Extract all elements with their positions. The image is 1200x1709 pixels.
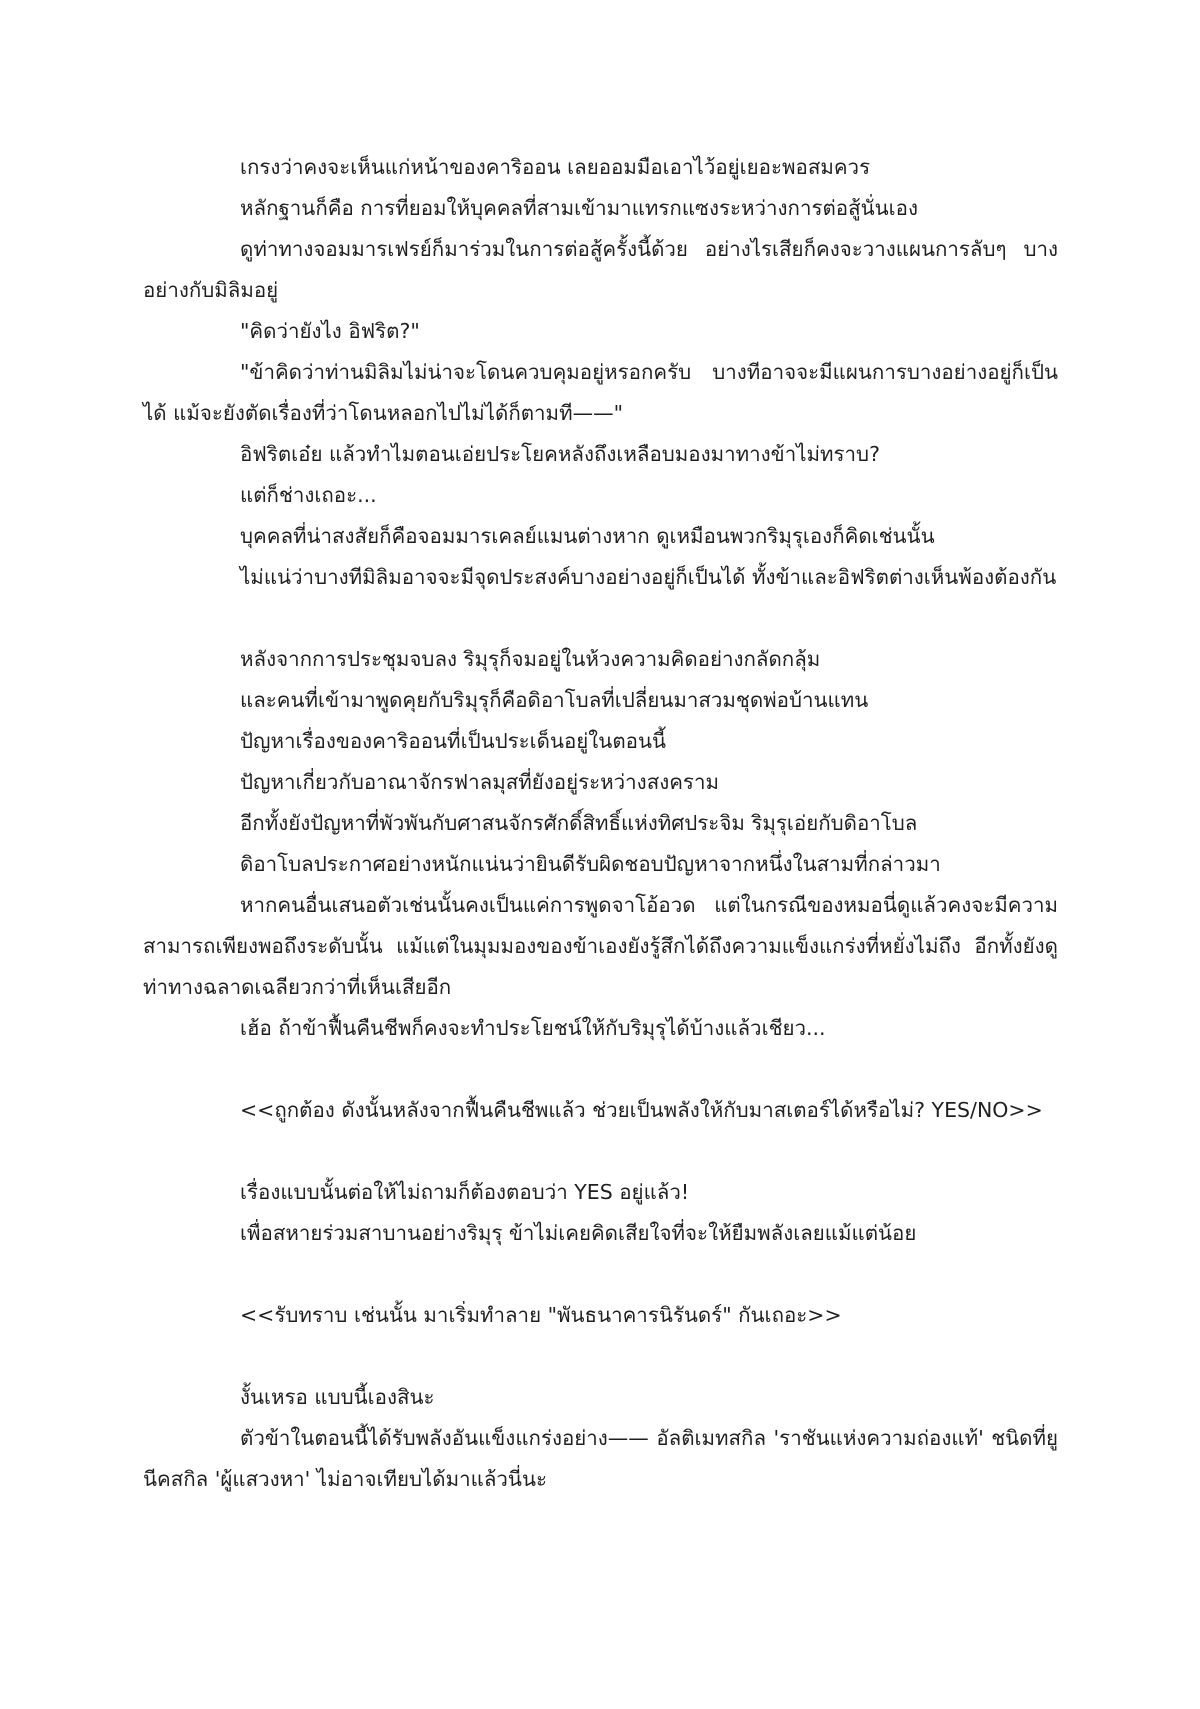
paragraph: หลังจากการประชุมจบลง ริมุรุก็จมอยู่ในห้วงความคิดอย่างกลัดกลุ้ม: [240, 647, 821, 671]
blank-line: [143, 1049, 1058, 1090]
paragraph: เฮ้อ ถ้าข้าฟื้นคืนชีพก็คงจะทำประโยชน์ให้กับริมุรุได้บ้างแล้วเชียว...: [240, 1016, 826, 1040]
blank-line: [143, 1336, 1058, 1377]
paragraph: อีกทั้งยังปัญหาที่พัวพันกับศาสนจักรศักดิ์สิทธิ์แห่งทิศประจิม ริมุรุเอ่ยกับดิอาโบล: [240, 811, 918, 835]
paragraph: เกรงว่าคงจะเห็นแก่หน้าของคาริออน เลยออมมือเอาไว้อยู่เยอะพอสมควร: [240, 155, 871, 179]
paragraph: และคนที่เข้ามาพูดคุยกับริมุรุก็คือดิอาโบลที่เปลี่ยนมาสวมชุดพ่อบ้านแทน: [240, 688, 869, 712]
paragraph: แต่ก็ช่างเถอะ...: [240, 483, 377, 507]
paragraph: ดิอาโบลประกาศอย่างหนักแน่นว่ายินดีรับผิดชอบปัญหาจากหนึ่งในสามที่กล่าวมา: [240, 852, 941, 876]
document-body: [143, 147, 1058, 1500]
paragraph: ปัญหาเกี่ยวกับอาณาจักรฟาลมุสที่ยังอยู่ระหว่างสงคราม: [240, 770, 719, 794]
paragraph: บุคคลที่น่าสงสัยก็คือจอมมารเคลย์แมนต่างหาก ดูเหมือนพวกริมุรุเองก็คิดเช่นนั้น: [240, 524, 935, 548]
paragraph: ปัญหาเรื่องของคาริออนที่เป็นประเด็นอยู่ในตอนนี้: [240, 729, 666, 753]
paragraph: "ข้าคิดว่าท่านมิลิมไม่น่าจะโดนควบคุมอยู่หรอกครับ บางทีอาจจะมีแผนการบางอย่างอยู่ก็เป็นได้ แม้จะยังตัดเรื่องที่ว่าโดนหลอกไปไม่ได้ก็ตามที——": [143, 360, 1058, 425]
paragraph: งั้นเหรอ แบบนี้เองสินะ: [240, 1385, 435, 1409]
paragraph: อิฟริตเอ๋ย แล้วทำไมตอนเอ่ยประโยคหลังถึงเหลือบมองมาทางข้าไม่ทราบ?: [240, 442, 880, 466]
paragraph: ตัวข้าในตอนนี้ได้รับพลังอันแข็งแกร่งอย่าง—— อัลติเมทสกิล 'ราชันแห่งความถ่องแท้' ชนิดที่ยูนีคสกิล 'ผู้แสวงหา' ไม่อาจเทียบได้มาแล้วนี่นะ: [143, 1426, 1058, 1491]
paragraph: <<ถูกต้อง ดังนั้นหลังจากฟื้นคืนชีพแล้ว ช่วยเป็นพลังให้กับมาสเตอร์ได้หรือไม่? YES/NO>>: [240, 1098, 1043, 1122]
paragraph: ดูท่าทางจอมมารเฟรย์ก็มาร่วมในการต่อสู้ครั้งนี้ด้วย อย่างไรเสียก็คงจะวางแผนการลับๆ บางอย่างกับมิลิมอยู่: [143, 237, 1058, 302]
paragraph: เรื่องแบบนั้นต่อให้ไม่ถามก็ต้องตอบว่า YES อยู่แล้ว!: [240, 1180, 690, 1204]
paragraph: เพื่อสหายร่วมสาบานอย่างริมุรุ ข้าไม่เคยคิดเสียใจที่จะให้ยืมพลังเลยแม้แต่น้อย: [240, 1221, 917, 1245]
blank-line: [143, 1131, 1058, 1172]
paragraph: หลักฐานก็คือ การที่ยอมให้บุคคลที่สามเข้ามาแทรกแซงระหว่างการต่อสู้นั่นเอง: [240, 196, 918, 220]
paragraph: "คิดว่ายังไง อิฟริต?": [240, 319, 420, 343]
paragraph: ไม่แน่ว่าบางทีมิลิมอาจจะมีจุดประสงค์บางอย่างอยู่ก็เป็นได้ ทั้งข้าและอิฟริตต่างเห็นพ้องต้องกัน: [240, 565, 1057, 589]
blank-line: [143, 598, 1058, 639]
blank-line: [143, 1254, 1058, 1295]
paragraph: <<รับทราบ เช่นนั้น มาเริ่มทำลาย "พันธนาคารนิรันดร์" กันเถอะ>>: [240, 1303, 842, 1327]
paragraph: หากคนอื่นเสนอตัวเช่นนั้นคงเป็นแค่การพูดจาโอ้อวด แต่ในกรณีของหมอนี่ดูแล้วคงจะมีความสามารถเพียงพอถึงระดับนั้น แม้แต่ในมุมมองของข้าเองยังรู้สึกได้ถึงความแข็งแกร่งที่หยั่งไม่ถึง อีกทั้งยังดูท่าทางฉลาดเฉลียวกว่าที่เห็นเสียอีก: [143, 893, 1058, 999]
